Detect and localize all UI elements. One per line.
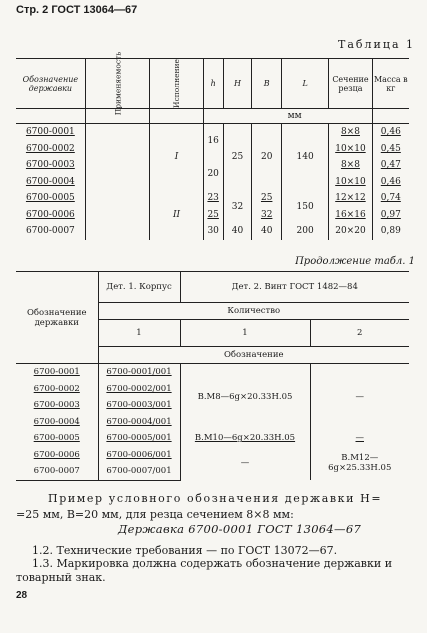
col-header-H: H [223,59,252,109]
col-header-designation: Обозначение державки [16,272,98,364]
table-row-designation: 6700-0006 [33,449,80,460]
col-header-applicability: Применяемость [85,59,150,109]
col-header-designation-sub: Обозначение [98,347,409,364]
body-cell: 6700-0004/001 [98,414,180,431]
section-cell: 20×20 [329,223,372,240]
screw-cell: В.М8—6g×20.33Н.05 [180,364,310,431]
body-cell: 6700-0005/001 [98,430,180,447]
B-cell: 32 [252,207,282,224]
H-cell: 25 [223,124,252,191]
col-header-designation: Обозначение державки [16,59,85,109]
table-row-designation: 6700-0005 [33,433,80,444]
screw-cell: — [180,447,310,481]
table-row-designation: 6700-0004 [25,176,75,187]
requirement-1-2: 1.2. Технические требования — по ГОСТ 13072—67. [32,544,338,557]
h-cell: 25 [203,207,223,224]
table-row-designation: 6700-0003 [33,400,80,411]
table-row-designation: 6700-0006 [25,209,75,220]
col-header-part1: Дет. 1. Корпус [98,272,180,303]
section-cell: 12×12 [329,190,372,207]
body-cell: 6700-0001/001 [98,364,180,381]
example-designation: Державка 6700-0001 ГОСТ 13064—67 [118,522,362,536]
screw-cell: — [310,364,409,431]
continuation-title: Продолжение табл. 1 [295,256,415,267]
H-cell: 32 [223,190,252,223]
page-number: 28 [16,590,28,601]
mass-cell: 0,47 [372,157,409,174]
col-header-qty-part1: 1 [98,320,180,347]
body-cell: 6700-0002/001 [98,381,180,398]
L-cell: 140 [281,124,328,191]
B-cell: 40 [252,223,282,240]
mass-cell: 0,74 [372,190,409,207]
L-cell: 150 [281,190,328,223]
table-row-designation: 6700-0001 [25,127,75,138]
table-row-designation: 6700-0001 [33,367,80,378]
h-cell: 30 [203,223,223,240]
section-cell: 10×10 [329,141,372,158]
col-header-qty-screw-b: 2 [310,320,409,347]
col-header-h: h [203,59,223,109]
screw-cell: В.М12—6g×25.33Н.05 [310,447,409,481]
table-row-designation: 6700-0007 [25,226,75,237]
requirement-1-3-cont: товарный знак. [16,571,106,584]
col-header-L: L [281,59,328,109]
example-line-2: =25 мм, B=20 мм, для резца сечением 8×8 мм: [16,508,294,521]
table-row-designation: 6700-0004 [33,416,80,427]
h-cell: 16 [203,124,223,158]
body-cell: 6700-0006/001 [98,447,180,464]
col-header-quantity: Количество [98,303,409,320]
H-cell: 40 [223,223,252,240]
table-row-designation: 6700-0002 [25,143,75,154]
col-header-B: B [252,59,282,109]
units-mm: мм [203,109,372,124]
section-cell: 8×8 [329,157,372,174]
table-row-designation: 6700-0007 [16,463,98,480]
h-cell: 20 [203,157,223,190]
B-cell: 25 [252,190,282,207]
mass-cell: 0,89 [372,223,409,240]
table-row-designation: 6700-0003 [25,160,75,171]
col-header-mass: Масса в кг [372,59,409,109]
requirement-1-3: 1.3. Маркировка должна содержать обозначение державки и [32,557,393,570]
page-header: Стр. 2 ГОСТ 13064—67 [16,4,138,16]
screw-cell: В.М10—6g×20.33Н.05 [180,430,310,447]
col-header-version: Исполнение [150,59,203,109]
version-cell: II [150,190,203,240]
B-cell: 20 [252,124,282,191]
table-title: Таблица 1 [338,38,415,51]
body-cell: 6700-0007/001 [98,463,180,480]
h-cell: 23 [203,190,223,207]
L-cell: 200 [281,223,328,240]
section-cell: 10×10 [329,174,372,191]
table-1-continued [16,271,409,481]
section-cell: 8×8 [329,124,372,141]
col-header-part2: Дет. 2. Винт ГОСТ 1482—84 [180,272,409,303]
table-1 [16,51,409,240]
version-cell: I [150,124,203,191]
table-row-designation: 6700-0005 [25,193,75,204]
mass-cell: 0,46 [372,174,409,191]
mass-cell: 0,46 [372,124,409,141]
section-cell: 16×16 [329,207,372,224]
table-row-designation: 6700-0002 [33,383,80,394]
screw-cell: — [310,430,409,447]
col-header-qty-screw-a: 1 [180,320,310,347]
body-cell: 6700-0003/001 [98,397,180,414]
example-line-1: Пример условного обозначения державки H= [48,492,383,505]
mass-cell: 0,45 [372,141,409,158]
col-header-section: Сечение резца [329,59,372,109]
mass-cell: 0,97 [372,207,409,224]
